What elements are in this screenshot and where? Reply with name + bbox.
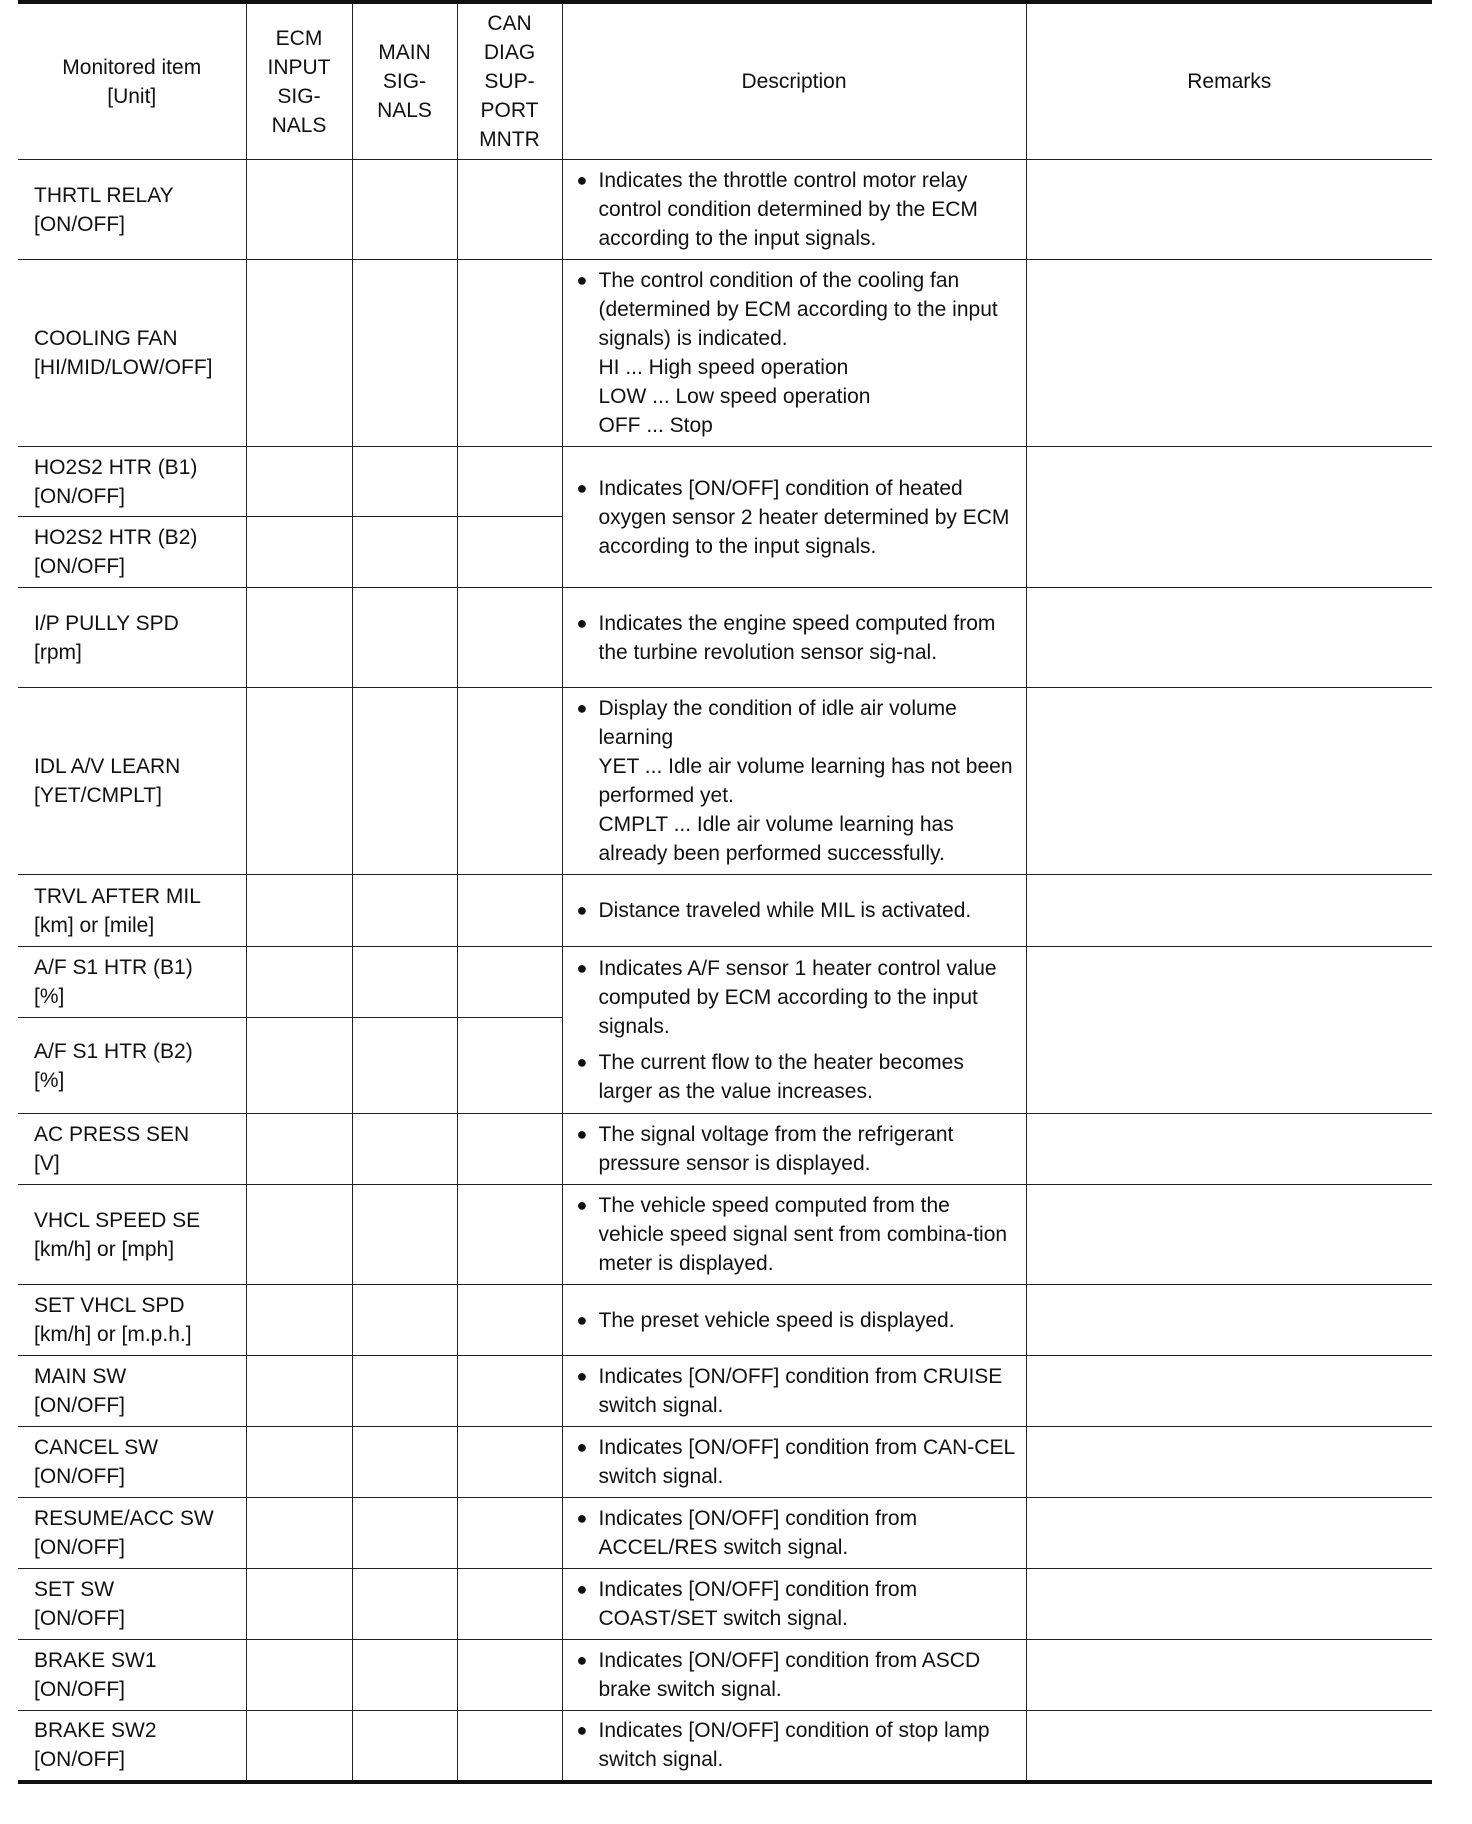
description-cell — [562, 1711, 1026, 1782]
table-row — [18, 688, 1432, 875]
table-row — [18, 1356, 1432, 1427]
header-text: NALS — [271, 113, 327, 137]
remarks-cell — [1026, 588, 1432, 688]
remarks-cell — [1026, 1427, 1432, 1498]
can-diag-support-cell — [457, 517, 562, 588]
description-bullet — [577, 1191, 1020, 1278]
can-diag-support-cell — [457, 588, 562, 688]
description-bullet — [577, 1646, 1020, 1704]
table-row — [18, 447, 1432, 517]
ecm-input-signals-cell — [246, 517, 352, 588]
monitored-item-cell — [18, 1114, 246, 1185]
ecm-input-signals-cell — [246, 947, 352, 1018]
ecm-input-signals-cell — [246, 1114, 352, 1185]
main-signals-cell — [352, 1114, 457, 1185]
can-diag-support-cell — [457, 1185, 562, 1285]
description-cell — [562, 1498, 1026, 1569]
ecm-input-signals-cell — [246, 1569, 352, 1640]
main-signals-cell — [352, 160, 457, 260]
bullet-dot-icon: ● — [576, 170, 588, 190]
item-unit: [ON/OFF] — [34, 1748, 125, 1772]
description-cell — [562, 160, 1026, 260]
description-cell — [562, 260, 1026, 447]
description-cell — [562, 447, 1026, 588]
description-text: The signal voltage from the refrigerant pressure sensor is displayed. — [598, 1123, 954, 1175]
monitored-item-cell — [18, 1569, 246, 1640]
header-monitored-item — [18, 2, 246, 160]
monitored-item-cell — [18, 1640, 246, 1711]
can-diag-support-cell — [457, 947, 562, 1018]
main-signals-cell — [352, 1640, 457, 1711]
table-row — [18, 1114, 1432, 1185]
main-signals-cell — [352, 447, 457, 517]
description-text: The vehicle speed computed from the vehicle speed signal sent from combina-tion meter is displayed. — [598, 1194, 1008, 1275]
description-bullet — [577, 1120, 1020, 1178]
ecm-input-signals-cell — [246, 1285, 352, 1356]
item-name: BRAKE SW1 — [34, 1649, 157, 1672]
ecm-input-signals-cell — [246, 1640, 352, 1711]
main-signals-cell — [352, 1427, 457, 1498]
monitor-item-table-page — [18, 0, 1432, 1784]
main-signals-cell — [352, 1285, 457, 1356]
item-name: THRTL RELAY — [34, 183, 174, 207]
ecm-input-signals-cell — [246, 1018, 352, 1114]
description-text: The preset vehicle speed is displayed. — [598, 1308, 955, 1332]
can-diag-support-cell — [457, 1018, 562, 1114]
description-text: Indicates [ON/OFF] condition from ASCD brake switch signal. — [598, 1649, 981, 1701]
item-name: SET SW — [34, 1578, 115, 1601]
description-bullet — [577, 896, 1020, 925]
can-diag-support-cell — [457, 688, 562, 875]
monitored-item-cell — [18, 947, 246, 1018]
item-unit: [YET/CMPLT] — [34, 784, 162, 807]
monitored-item-cell — [18, 1185, 246, 1285]
main-signals-cell — [352, 1185, 457, 1285]
monitored-item-cell — [18, 688, 246, 875]
remarks-cell — [1026, 1285, 1432, 1356]
description-bullet — [577, 266, 1020, 440]
description-cell — [562, 688, 1026, 875]
item-unit: [rpm] — [34, 640, 82, 664]
remarks-cell — [1026, 1640, 1432, 1711]
item-unit: [V] — [34, 1152, 60, 1175]
ecm-input-signals-cell — [246, 447, 352, 517]
can-diag-support-cell — [457, 875, 562, 947]
table-header-row — [18, 2, 1432, 160]
can-diag-support-cell — [457, 1427, 562, 1498]
item-name: BRAKE SW2 — [34, 1719, 157, 1743]
description-text: Indicates [ON/OFF] condition from ACCEL/RES switch signal. — [598, 1507, 918, 1559]
item-unit: [ON/OFF] — [34, 212, 125, 236]
item-name: COOLING FAN — [34, 327, 178, 350]
main-signals-cell — [352, 1018, 457, 1114]
description-bullet — [577, 1048, 1020, 1106]
item-unit: [%] — [34, 985, 65, 1008]
remarks-cell — [1026, 1114, 1432, 1185]
description-text: Indicates [ON/OFF] condition from COAST/SET switch signal. — [598, 1578, 918, 1630]
ecm-input-signals-cell — [246, 1356, 352, 1427]
table-row — [18, 1498, 1432, 1569]
table-body — [18, 160, 1432, 1782]
bullet-dot-icon: ● — [576, 900, 588, 920]
description-text: Indicates [ON/OFF] condition of heated oxygen sensor 2 heater determined by ECM according to the input signals. — [598, 476, 1010, 558]
bullet-dot-icon: ● — [576, 1124, 588, 1144]
bullet-dot-icon: ● — [576, 1052, 588, 1072]
remarks-cell — [1026, 1498, 1432, 1569]
table-row — [18, 260, 1432, 447]
description-bullet — [577, 1362, 1020, 1420]
ecm-input-signals-cell — [246, 1498, 352, 1569]
bullet-dot-icon: ● — [576, 612, 588, 633]
main-signals-cell — [352, 1569, 457, 1640]
item-unit: [HI/MID/LOW/OFF] — [34, 356, 213, 379]
description-bullet — [577, 1716, 1020, 1774]
description-text: Indicates [ON/OFF] condition from CRUISE switch signal. — [598, 1365, 1003, 1417]
main-signals-cell — [352, 1711, 457, 1782]
header-text: Monitored item — [62, 55, 202, 79]
item-name: TRVL AFTER MIL — [34, 884, 201, 908]
main-signals-cell — [352, 588, 457, 688]
header-text: SIG- — [382, 70, 427, 93]
item-name: I/P PULLY SPD — [34, 611, 179, 635]
table-row — [18, 1711, 1432, 1782]
item-unit: [ON/OFF] — [34, 1607, 125, 1630]
table-row — [18, 1640, 1432, 1711]
description-text: Indicates the engine speed computed from the turbine revolution sensor sig-nal. — [598, 611, 996, 664]
monitored-item-cell — [18, 1498, 246, 1569]
item-name: A/F S1 HTR (B2) — [34, 1039, 193, 1063]
bullet-dot-icon: ● — [576, 1437, 588, 1457]
bullet-dot-icon: ● — [576, 270, 588, 290]
can-diag-support-cell — [457, 1356, 562, 1427]
can-diag-support-cell — [457, 1285, 562, 1356]
ecm-input-signals-cell — [246, 1427, 352, 1498]
remarks-cell — [1026, 1185, 1432, 1285]
table-row — [18, 1285, 1432, 1356]
description-bullet — [577, 609, 1020, 667]
description-text: Indicates [ON/OFF] condition from CAN-CEL switch signal. — [598, 1436, 1015, 1488]
table-row — [18, 875, 1432, 947]
header-text: MNTR — [479, 128, 540, 151]
monitor-item-table — [18, 0, 1432, 1784]
bullet-dot-icon: ● — [576, 1195, 588, 1215]
description-bullet — [577, 474, 1020, 561]
can-diag-support-cell — [457, 1711, 562, 1782]
remarks-cell — [1026, 688, 1432, 875]
item-name: RESUME/ACC SW — [34, 1507, 214, 1530]
item-name: SET VHCL SPD — [34, 1294, 185, 1317]
header-text: MAIN — [378, 41, 431, 64]
table-row — [18, 947, 1432, 1018]
description-text: Display the condition of idle air volume learning YET ... Idle air volume learning has not been performed yet. CMPLT ... Idle air volume learning has already been performed successfully. — [598, 697, 1013, 865]
monitored-item-cell — [18, 1356, 246, 1427]
header-remarks: Remarks — [1026, 2, 1432, 160]
description-bullet — [577, 694, 1020, 868]
can-diag-support-cell — [457, 1569, 562, 1640]
description-cell — [562, 1569, 1026, 1640]
table-row — [18, 1427, 1432, 1498]
description-cell — [562, 1640, 1026, 1711]
remarks-cell — [1026, 260, 1432, 447]
bullet-dot-icon: ● — [576, 1720, 588, 1741]
can-diag-support-cell — [457, 447, 562, 517]
can-diag-support-cell — [457, 160, 562, 260]
bullet-dot-icon: ● — [576, 1650, 588, 1670]
description-bullet — [577, 1504, 1020, 1562]
main-signals-cell — [352, 1498, 457, 1569]
item-unit: [ON/OFF] — [34, 484, 125, 508]
description-bullet — [577, 1433, 1020, 1491]
description-cell — [562, 947, 1026, 1114]
monitored-item-cell — [18, 588, 246, 688]
description-text: Indicates A/F sensor 1 heater control value computed by ECM according to the input signals. — [598, 957, 997, 1038]
main-signals-cell — [352, 875, 457, 947]
remarks-cell — [1026, 1711, 1432, 1782]
bullet-dot-icon: ● — [576, 1366, 588, 1386]
description-text: The current flow to the heater becomes larger as the value increases. — [598, 1051, 964, 1103]
monitored-item-cell — [18, 875, 246, 947]
ecm-input-signals-cell — [246, 1185, 352, 1285]
description-cell — [562, 875, 1026, 947]
item-name: MAIN SW — [34, 1365, 127, 1388]
header-text: DIAG — [483, 41, 536, 64]
description-text: Indicates [ON/OFF] condition of stop lamp switch signal. — [598, 1719, 990, 1772]
monitored-item-cell — [18, 517, 246, 588]
item-unit: [ON/OFF] — [34, 1465, 125, 1488]
monitored-item-cell — [18, 1711, 246, 1782]
description-cell — [562, 1185, 1026, 1285]
header-text: [Unit] — [107, 84, 157, 108]
ecm-input-signals-cell — [246, 260, 352, 447]
description-cell — [562, 588, 1026, 688]
header-text: NALS — [377, 99, 432, 122]
item-unit: [%] — [34, 1068, 65, 1092]
can-diag-support-cell — [457, 1498, 562, 1569]
table-row — [18, 160, 1432, 260]
header-text: CAN — [487, 12, 532, 35]
remarks-cell — [1026, 947, 1432, 1114]
header-text: INPUT — [267, 55, 331, 79]
item-name: HO2S2 HTR (B2) — [34, 526, 198, 549]
description-bullet — [577, 1575, 1020, 1633]
monitored-item-cell — [18, 1427, 246, 1498]
table-row — [18, 1569, 1432, 1640]
item-unit: [km/h] or [mph] — [34, 1237, 175, 1261]
ecm-input-signals-cell — [246, 588, 352, 688]
monitored-item-cell — [18, 1285, 246, 1356]
description-bullet — [577, 1306, 1020, 1335]
monitored-item-cell — [18, 1018, 246, 1114]
description-text: Distance traveled while MIL is activated. — [598, 899, 972, 922]
can-diag-support-cell — [457, 1640, 562, 1711]
main-signals-cell — [352, 688, 457, 875]
bullet-dot-icon: ● — [576, 1508, 588, 1528]
can-diag-support-cell — [457, 260, 562, 447]
monitored-item-cell — [18, 447, 246, 517]
bullet-dot-icon: ● — [576, 477, 588, 498]
item-name: IDL A/V LEARN — [34, 755, 181, 778]
ecm-input-signals-cell — [246, 688, 352, 875]
remarks-cell — [1026, 447, 1432, 588]
table-row — [18, 1185, 1432, 1285]
main-signals-cell — [352, 947, 457, 1018]
remarks-cell — [1026, 1569, 1432, 1640]
description-bullet — [577, 954, 1020, 1041]
description-cell — [562, 1114, 1026, 1185]
monitored-item-cell — [18, 260, 246, 447]
item-unit: [ON/OFF] — [34, 1678, 125, 1701]
bullet-dot-icon: ● — [576, 958, 588, 978]
ecm-input-signals-cell — [246, 1711, 352, 1782]
bullet-dot-icon: ● — [576, 1579, 588, 1599]
ecm-input-signals-cell — [246, 160, 352, 260]
main-signals-cell — [352, 260, 457, 447]
item-name: A/F S1 HTR (B1) — [34, 956, 193, 979]
ecm-input-signals-cell — [246, 875, 352, 947]
item-unit: [ON/OFF] — [34, 555, 125, 578]
remarks-cell — [1026, 1356, 1432, 1427]
bullet-dot-icon: ● — [576, 698, 588, 718]
header-description: Description — [562, 2, 1026, 160]
item-unit: [km/h] or [m.p.h.] — [34, 1323, 192, 1346]
item-unit: [ON/OFF] — [34, 1394, 125, 1417]
item-name: CANCEL SW — [34, 1436, 159, 1459]
main-signals-cell — [352, 1356, 457, 1427]
header-ecm-input-signals — [246, 2, 352, 160]
header-text: SUP- — [484, 70, 535, 93]
item-name: HO2S2 HTR (B1) — [34, 455, 198, 479]
monitored-item-cell — [18, 160, 246, 260]
description-cell — [562, 1285, 1026, 1356]
remarks-cell — [1026, 160, 1432, 260]
item-unit: [km] or [mile] — [34, 913, 155, 937]
header-main-signals — [352, 2, 457, 160]
description-bullet — [577, 166, 1020, 253]
table-row — [18, 588, 1432, 688]
item-name: VHCL SPEED SE — [34, 1208, 201, 1232]
description-cell — [562, 1427, 1026, 1498]
main-signals-cell — [352, 517, 457, 588]
can-diag-support-cell — [457, 1114, 562, 1185]
description-text: The control condition of the cooling fan (determined by ECM according to the input signals) is indicated. HI ... High speed operation LOW ... Low speed operation OFF ... Stop — [598, 269, 998, 437]
description-text: Indicates the throttle control motor relay control condition determined by the ECM according to the input signals. — [598, 169, 978, 250]
item-name: AC PRESS SEN — [34, 1123, 190, 1146]
header-can-diag-support-mntr — [457, 2, 562, 160]
header-text: SIG- — [277, 84, 321, 108]
item-unit: [ON/OFF] — [34, 1536, 125, 1559]
header-text: PORT — [480, 99, 539, 122]
bullet-dot-icon: ● — [576, 1309, 588, 1330]
remarks-cell — [1026, 875, 1432, 947]
header-text: ECM — [275, 26, 323, 50]
description-cell — [562, 1356, 1026, 1427]
